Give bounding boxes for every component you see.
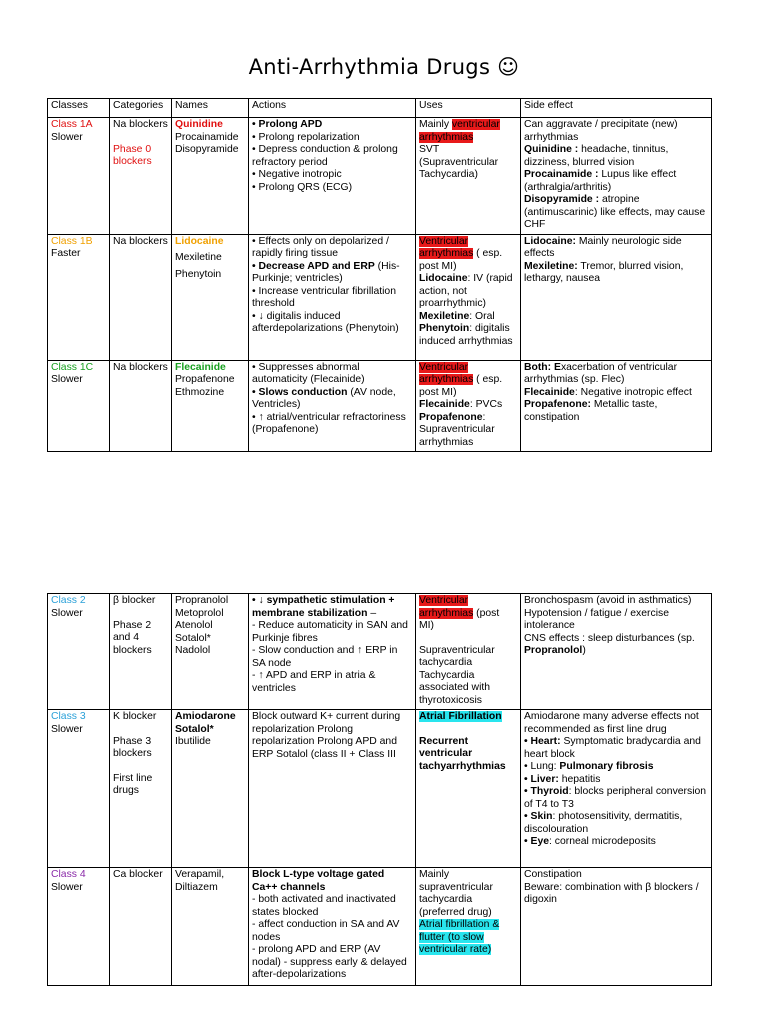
class-label: Class 2 xyxy=(51,595,86,606)
action-item: - Slow conduction and ↑ ERP in SA node xyxy=(252,645,398,669)
class-label: Class 1A xyxy=(51,119,93,130)
side-effect-drug: Quinidine : xyxy=(524,144,579,155)
side-effect-text: headache, tinnitus, dizziness, blurred vision xyxy=(524,144,669,168)
action-item-bold: • Slows conduction xyxy=(252,386,348,398)
uses-cell xyxy=(416,594,521,710)
side-effect-text: xacerbation of ventricular arrhythmias (sp. Flec) xyxy=(524,361,678,385)
use-drug: Mexiletine xyxy=(419,310,470,322)
speed-label: Slower xyxy=(51,723,83,735)
page-title: Anti-Arrhythmia Drugs ☺ xyxy=(248,55,520,79)
action-item: - affect conduction in SA and AV nodes xyxy=(252,919,400,943)
speed-label: Faster xyxy=(51,248,81,259)
table-row-class-1c xyxy=(48,360,712,452)
action-item: - both activated and inactivated states blocked xyxy=(252,894,396,918)
category-text: Na blockers xyxy=(113,235,168,247)
drug-name: Atenolol xyxy=(175,620,213,631)
side-effect-text: Hypotension / fatigue / exercise intolerance xyxy=(524,607,669,631)
use-highlight: Ventricular arrhythmias xyxy=(419,235,474,259)
names-cell xyxy=(172,868,249,986)
table-row-class-3 xyxy=(48,710,712,868)
category-cell xyxy=(110,868,172,986)
side-effect-text: Tremor, blurred vision, lethargy, nausea xyxy=(524,260,684,284)
actions-cell xyxy=(249,868,416,986)
table-row-class-2 xyxy=(48,594,712,710)
uses-cell xyxy=(416,234,521,360)
action-item: • Prolong repolarization xyxy=(252,131,360,143)
side-effect-text: Can aggravate / precipitate (new) arrhythmias xyxy=(524,119,678,143)
drug-name: Procainamide xyxy=(175,131,239,143)
side-effect-text: Bronchospasm (avoid in asthmatics) xyxy=(524,595,692,606)
speed-label: Slower xyxy=(51,131,83,143)
drug-name: Disopyramide xyxy=(175,144,239,155)
class-cell xyxy=(48,710,110,868)
class-cell xyxy=(48,118,110,235)
use-text: : IV (rapid action, not proarrhythmic) xyxy=(419,273,513,309)
header-names: Names xyxy=(172,99,249,118)
use-text: : PVCs xyxy=(469,399,503,410)
actions-cell xyxy=(249,360,416,452)
use-text: Mainly supraventricular tachycardia (preferred drug) xyxy=(419,869,493,918)
side-effect-text: Metallic taste, constipation xyxy=(524,399,658,423)
drug-table-class-2-4 xyxy=(47,593,712,986)
table-row-class-4 xyxy=(48,868,712,986)
action-item: • Effects only on depolarized / rapidly firing tissue xyxy=(252,235,389,259)
category-cell xyxy=(110,360,172,452)
names-cell xyxy=(172,710,249,868)
use-drug: Phenytoin xyxy=(419,323,470,334)
action-item: – xyxy=(367,607,377,619)
side-effect-text: Amiodarone many adverse effects not recommended as first line drug xyxy=(524,711,699,735)
side-effect-text: Symptomatic bradycardia and heart block xyxy=(524,736,701,760)
class-cell xyxy=(48,594,110,710)
side-effect-text: : blocks peripheral conversion of T4 to T3 xyxy=(524,786,707,810)
side-effect-drug: Both: E xyxy=(524,361,561,373)
table-row-class-1a xyxy=(48,118,712,235)
names-cell xyxy=(172,118,249,235)
side-effect-text: CNS effects : sleep disturbances (sp. xyxy=(524,632,695,644)
use-drug: Propafenone xyxy=(419,411,483,423)
category-text: Na blockers xyxy=(113,361,168,373)
speed-label: Slower xyxy=(51,607,83,619)
side-effect-text: : Negative inotropic effect xyxy=(574,386,692,398)
use-highlight: Atrial fibrillation & flutter (to slow ventricular rate) xyxy=(419,919,500,955)
drug-name: Nadolol xyxy=(175,645,211,656)
actions-cell xyxy=(249,118,416,235)
use-text: : digitalis induced arrhythmias xyxy=(419,323,513,347)
side-effect-organ: • Heart: xyxy=(524,736,561,747)
side-effect-cell xyxy=(521,710,712,868)
class-label: Class 1B xyxy=(51,235,93,247)
side-effect-organ: • Skin xyxy=(524,811,553,822)
action-item: • Prolong QRS (ECG) xyxy=(252,181,353,193)
use-text: : Oral xyxy=(469,310,495,322)
action-item: • Negative inotropic xyxy=(252,169,342,180)
header-actions: Actions xyxy=(249,99,416,118)
action-item-bold: • ↓ sympathetic stimulation + membrane stabilization xyxy=(252,595,395,619)
action-item: - ↑ APD and ERP in atria & ventricles xyxy=(252,670,376,694)
table-row-class-1b xyxy=(48,234,712,360)
action-item: • ↓ digitalis induced afterdepolarizations (Phenytoin) xyxy=(252,310,399,334)
action-item-bold: • Decrease APD and ERP xyxy=(252,260,375,272)
action-item: • ↑ atrial/ventricular refractoriness (Propafenone) xyxy=(252,411,406,435)
side-effect-drug: Propafenone: xyxy=(524,399,591,410)
class-cell xyxy=(48,234,110,360)
action-item: • Increase ventricular fibrillation threshold xyxy=(252,285,396,309)
use-highlight: ventricular arrhythmias xyxy=(419,119,500,143)
actions-cell xyxy=(249,710,416,868)
side-effect-text: Mainly neurologic side effects xyxy=(524,235,682,259)
class-cell xyxy=(48,868,110,986)
drug-name: Flecainide xyxy=(175,361,226,373)
speed-label: Slower xyxy=(51,881,83,893)
side-effect-text: : photosensitivity, dermatitis, discolouration xyxy=(524,811,683,835)
uses-cell xyxy=(416,710,521,868)
use-text: : Supraventricular arrhythmias xyxy=(419,411,495,448)
use-text: Recurrent ventricular tachyarrhythmias xyxy=(419,735,506,772)
actions-cell xyxy=(249,594,416,710)
action-item: (His-Purkinje; ventricles) xyxy=(252,260,400,284)
uses-cell xyxy=(416,360,521,452)
use-text: Supraventricular tachycardia Tachycardia associated with thyrotoxicosis xyxy=(419,644,495,706)
table-header-row xyxy=(48,99,712,118)
use-drug: Flecainide xyxy=(419,399,470,410)
drug-name: Verapamil, Diltiazem xyxy=(175,869,225,893)
side-effect-text: ) xyxy=(582,645,586,656)
action-item: • Suppresses abnormal automaticity (Flecainide) xyxy=(252,361,365,385)
use-text: SVT (Supraventricular Tachycardia) xyxy=(419,144,499,180)
header-classes: Classes xyxy=(48,99,110,118)
category-cell xyxy=(110,594,172,710)
category-cell xyxy=(110,118,172,235)
drug-name: Mexiletine xyxy=(175,252,222,263)
actions-cell xyxy=(249,234,416,360)
side-effect-text: hepatitis xyxy=(558,773,601,785)
side-effect-text: Constipation xyxy=(524,869,582,880)
category-cell xyxy=(110,234,172,360)
drug-name: Propranolol xyxy=(175,595,229,606)
side-effect-text: Lupus like effect (arthralgia/arthritis) xyxy=(524,169,677,193)
drug-name: Amiodarone Sotalol* xyxy=(175,711,236,735)
drug-table-class-1 xyxy=(47,98,712,452)
header-categories: Categories xyxy=(110,99,172,118)
drug-name: Propafenone xyxy=(175,374,235,385)
use-highlight: Ventricular arrhythmias xyxy=(419,361,474,385)
class-label: Class 3 xyxy=(51,711,86,722)
category-text: Na blockers xyxy=(113,119,168,130)
action-item-bold: Block L-type voltage gated Ca++ channels xyxy=(252,869,385,893)
category-phase: Phase 0 blockers xyxy=(113,143,152,167)
action-item: • Depress conduction & prolong refractory period xyxy=(252,144,398,168)
class-label: Class 1C xyxy=(51,361,94,373)
side-effect-cell xyxy=(521,360,712,452)
drug-name: Ibutilide xyxy=(175,736,211,747)
action-item: - prolong APD and ERP (AV nodal) - suppress early & delayed after-depolarizations xyxy=(252,944,407,980)
side-effect-cell xyxy=(521,234,712,360)
names-cell xyxy=(172,234,249,360)
side-effect-text: Pulmonary fibrosis xyxy=(559,761,654,772)
use-text: ( esp. post MI) xyxy=(419,248,503,272)
side-effect-cell xyxy=(521,594,712,710)
side-effect-organ: • Lung: xyxy=(524,761,560,772)
category-note: First line drugs xyxy=(113,772,153,796)
side-effect-text: : corneal microdeposits xyxy=(549,836,656,847)
uses-cell xyxy=(416,118,521,235)
side-effect-drug: Propranolol xyxy=(524,645,583,656)
category-text: K blocker xyxy=(113,711,157,722)
side-effect-drug: Mexiletine: xyxy=(524,260,578,272)
category-phase: Phase 2 and 4 blockers xyxy=(113,619,152,656)
use-drug: Lidocaine xyxy=(419,273,468,284)
header-uses: Uses xyxy=(416,99,521,118)
side-effect-cell xyxy=(521,118,712,235)
use-text: Mainly xyxy=(419,119,452,130)
side-effect-cell xyxy=(521,868,712,986)
use-highlight: Ventricular arrhythmias xyxy=(419,595,474,619)
action-item: • Prolong APD xyxy=(252,119,323,130)
names-cell xyxy=(172,360,249,452)
use-text: ( esp. post MI) xyxy=(419,374,503,398)
uses-cell xyxy=(416,868,521,986)
drug-name: Lidocaine xyxy=(175,235,224,247)
side-effect-drug: Lidocaine: xyxy=(524,235,576,247)
drug-name: Phenytoin xyxy=(175,268,222,280)
side-effect-text: Beware: combination with β blockers / digoxin xyxy=(524,881,699,905)
use-text: (post MI) xyxy=(419,607,500,631)
names-cell xyxy=(172,594,249,710)
use-highlight: Atrial Fibrillation xyxy=(419,711,502,722)
side-effect-organ: • Thyroid xyxy=(524,786,569,797)
category-cell xyxy=(110,710,172,868)
action-item: Block outward K+ current during repolarization Prolong repolarization Prolong APD and ERP Sotalol (class II + Class III xyxy=(252,711,401,760)
side-effect-text: atropine (antimuscarinic) like effects, may cause CHF xyxy=(524,194,706,230)
category-text: Ca blocker xyxy=(113,869,163,880)
class-label: Class 4 xyxy=(51,869,86,880)
category-phase: Phase 3 blockers xyxy=(113,735,152,759)
side-effect-drug: Procainamide : xyxy=(524,169,599,180)
action-item: - Reduce automaticity in SAN and Purkinje fibres xyxy=(252,620,408,644)
side-effect-drug: Flecainide xyxy=(524,386,575,398)
side-effect-organ: • Liver: xyxy=(524,773,559,785)
drug-name: Sotalol* xyxy=(175,632,211,644)
drug-name: Metoprolol xyxy=(175,607,224,619)
side-effect-organ: • Eye xyxy=(524,836,550,847)
drug-name: Quinidine xyxy=(175,119,223,130)
class-cell xyxy=(48,360,110,452)
speed-label: Slower xyxy=(51,374,83,385)
action-item: (AV node, Ventricles) xyxy=(252,386,396,410)
category-text: β blocker xyxy=(113,595,156,606)
side-effect-drug: Disopyramide : xyxy=(524,194,600,205)
header-side-effect: Side effect xyxy=(521,99,712,118)
drug-name: Ethmozine xyxy=(175,386,225,398)
